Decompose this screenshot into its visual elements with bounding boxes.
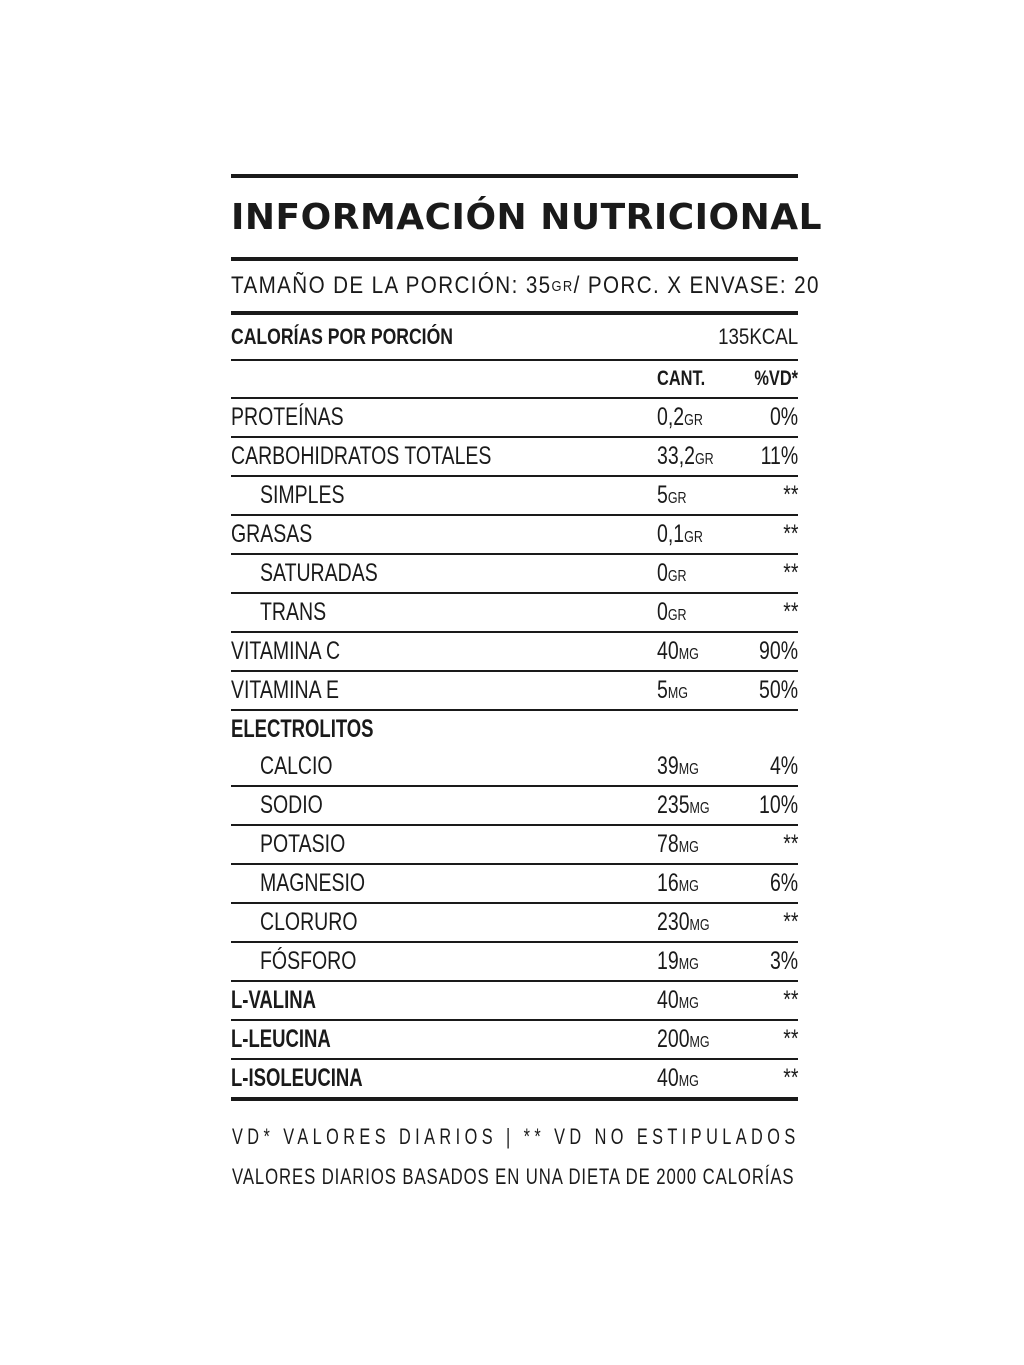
amount-value: 0,1 xyxy=(657,520,685,548)
nutrient-row xyxy=(231,787,798,826)
amount-value: 5 xyxy=(657,676,668,704)
nutrient-dv: ** xyxy=(782,830,798,858)
amount-value: 5 xyxy=(657,481,668,509)
footer-legend: VD* VALORES DIARIOS | ** VD NO ESTIPULADOS xyxy=(232,1124,800,1149)
nutrient-dv: 11% xyxy=(760,442,798,470)
nutrient-name: L-VALINA xyxy=(231,986,316,1014)
nutrient-amount xyxy=(657,559,687,588)
nutrient-dv: 90% xyxy=(758,637,798,665)
label-footer xyxy=(232,1124,798,1194)
nutrient-name: SATURADAS xyxy=(260,559,378,587)
nutrient-name: PROTEÍNAS xyxy=(231,403,344,431)
amount-value: 19 xyxy=(657,947,679,975)
nutrient-amount xyxy=(657,869,699,898)
amount-unit: MG xyxy=(678,1073,699,1090)
nutrient-amount xyxy=(657,986,699,1015)
amount-unit: MG xyxy=(678,878,699,895)
column-header-row xyxy=(231,361,798,399)
nutrient-name: L-ISOLEUCINA xyxy=(231,1064,363,1092)
calories-label: CALORÍAS POR PORCIÓN xyxy=(231,324,453,349)
nutrient-row xyxy=(231,1060,798,1101)
nutrient-name: SIMPLES xyxy=(260,481,345,509)
nutrient-row xyxy=(231,594,798,633)
amount-value: 16 xyxy=(657,869,679,897)
nutrient-amount xyxy=(657,791,710,820)
nutrient-name: TRANS xyxy=(260,598,327,626)
calories-row xyxy=(231,315,798,361)
nutrient-amount xyxy=(657,442,714,471)
nutrient-amount xyxy=(657,520,703,549)
nutrient-name: ELECTROLITOS xyxy=(231,715,374,743)
nutrient-row xyxy=(231,826,798,865)
dv-column-header: %VD* xyxy=(754,367,798,390)
nutrient-row xyxy=(231,438,798,477)
amount-value: 78 xyxy=(657,830,679,858)
nutrient-amount xyxy=(657,908,710,937)
amount-unit: MG xyxy=(689,917,710,934)
amount-unit: MG xyxy=(667,685,688,702)
nutrient-name: VITAMINA C xyxy=(231,637,341,665)
amount-value: 40 xyxy=(657,637,679,665)
nutrient-name: SODIO xyxy=(260,791,323,819)
nutrient-amount xyxy=(657,1025,710,1054)
serving-suffix: / PORC. X ENVASE: 20 xyxy=(573,272,820,299)
nutrient-name: L-LEUCINA xyxy=(231,1025,331,1053)
nutrient-dv: ** xyxy=(782,481,798,509)
nutrient-amount xyxy=(657,947,699,976)
nutrient-row xyxy=(231,633,798,672)
nutrient-name: CALCIO xyxy=(260,752,333,780)
nutrient-dv: ** xyxy=(782,598,798,626)
nutrient-row xyxy=(231,748,798,787)
nutrient-dv: 50% xyxy=(758,676,798,704)
amount-unit: MG xyxy=(678,839,699,856)
amount-value: 40 xyxy=(657,1064,679,1092)
nutrient-row xyxy=(231,516,798,555)
nutrient-dv: ** xyxy=(782,520,798,548)
nutrition-label xyxy=(231,174,823,1101)
nutrient-name: CLORURO xyxy=(260,908,358,936)
amount-unit: MG xyxy=(689,1034,710,1051)
nutrient-amount xyxy=(657,598,687,627)
serving-prefix: TAMAÑO DE LA PORCIÓN: 35 xyxy=(231,272,552,299)
serving-unit: GR xyxy=(551,277,574,295)
nutrient-dv: 3% xyxy=(769,947,798,975)
amount-unit: GR xyxy=(694,451,714,468)
amount-value: 39 xyxy=(657,752,679,780)
amount-value: 235 xyxy=(657,791,690,819)
nutrient-amount xyxy=(657,637,699,666)
amount-unit: MG xyxy=(678,761,699,778)
nutrient-row xyxy=(231,1021,798,1060)
nutrient-row xyxy=(231,904,798,943)
nutrient-row xyxy=(231,477,798,516)
nutrient-row xyxy=(231,943,798,982)
nutrient-dv: 6% xyxy=(769,869,798,897)
nutrient-amount xyxy=(657,403,703,432)
nutrient-row xyxy=(231,865,798,904)
nutrient-dv: 10% xyxy=(758,791,798,819)
nutrient-name: CARBOHIDRATOS TOTALES xyxy=(231,442,492,470)
nutrient-dv: 4% xyxy=(769,752,798,780)
nutrient-name: POTASIO xyxy=(260,830,346,858)
nutrient-row xyxy=(231,672,798,711)
amount-value: 0,2 xyxy=(657,403,685,431)
nutrient-name: FÓSFORO xyxy=(260,947,357,975)
nutrient-dv: 0% xyxy=(769,403,798,431)
nutrient-dv: ** xyxy=(782,908,798,936)
nutrient-row xyxy=(231,399,798,438)
nutrient-amount xyxy=(657,830,699,859)
nutrient-amount xyxy=(657,752,699,781)
nutrient-row xyxy=(231,711,798,748)
nutrient-row xyxy=(231,555,798,594)
amount-unit: MG xyxy=(678,646,699,663)
label-title: INFORMACIÓN NUTRICIONAL xyxy=(231,197,823,238)
nutrient-dv: ** xyxy=(782,559,798,587)
amount-unit: MG xyxy=(678,956,699,973)
nutrient-amount xyxy=(657,1064,699,1093)
amount-value: 230 xyxy=(657,908,690,936)
amount-unit: MG xyxy=(689,800,710,817)
amount-unit: GR xyxy=(667,490,687,507)
footer-note: VALORES DIARIOS BASADOS EN UNA DIETA DE 2000 CALORÍAS xyxy=(232,1164,795,1189)
amount-value: 0 xyxy=(657,559,668,587)
nutrient-rows xyxy=(231,399,798,1101)
nutrient-dv: ** xyxy=(782,986,798,1014)
amount-unit: GR xyxy=(667,607,687,624)
amount-unit: GR xyxy=(684,529,703,546)
nutrient-amount xyxy=(657,676,688,705)
amount-unit: MG xyxy=(678,995,699,1012)
amount-unit: GR xyxy=(684,412,703,429)
nutrient-name: MAGNESIO xyxy=(260,869,366,897)
nutrient-name: VITAMINA E xyxy=(231,676,339,704)
nutrient-name: GRASAS xyxy=(231,520,313,548)
nutrient-row xyxy=(231,982,798,1021)
amount-value: 0 xyxy=(657,598,668,626)
calories-value: 135KCAL xyxy=(717,324,798,349)
amount-value: 33,2 xyxy=(657,442,695,470)
amount-unit: GR xyxy=(667,568,687,585)
nutrient-dv: ** xyxy=(782,1025,798,1053)
amount-column-header: CANT. xyxy=(657,367,706,390)
amount-value: 200 xyxy=(657,1025,690,1053)
serving-size xyxy=(231,261,820,311)
amount-value: 40 xyxy=(657,986,679,1014)
nutrient-amount xyxy=(657,481,687,510)
nutrient-dv: ** xyxy=(782,1064,798,1092)
